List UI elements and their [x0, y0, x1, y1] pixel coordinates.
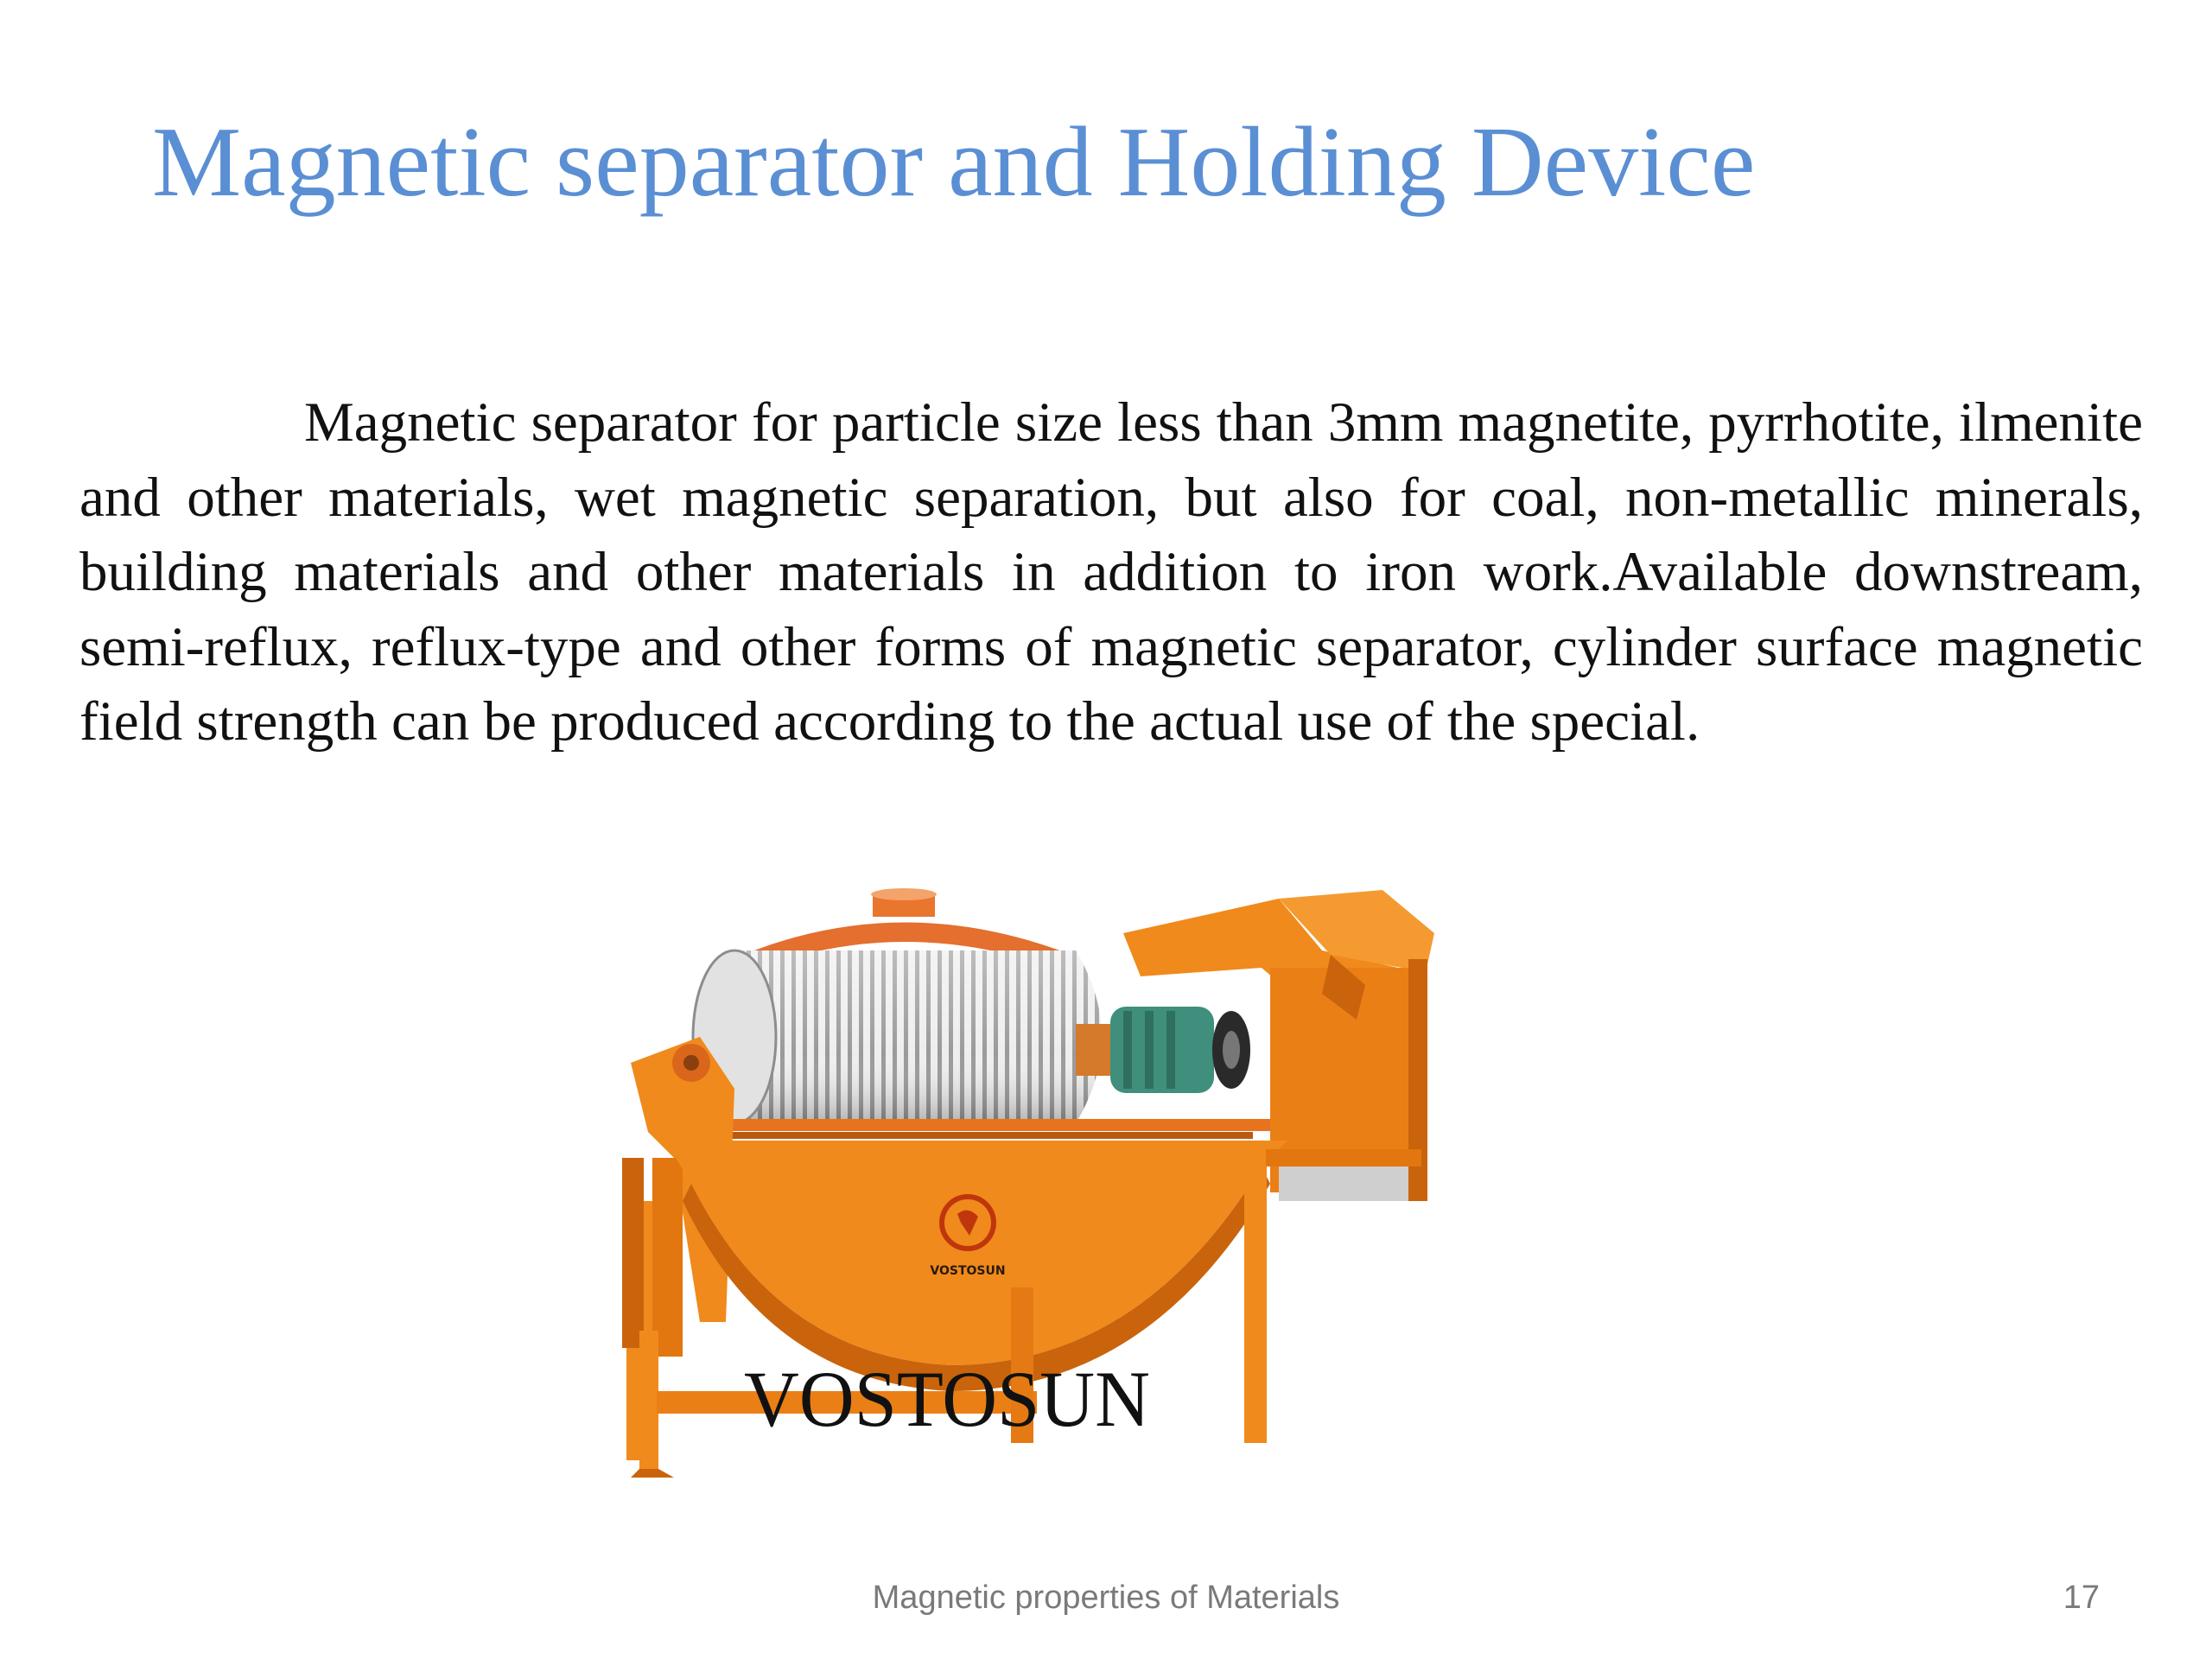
brand-badge-text: VOSTOSUN	[930, 1264, 1006, 1278]
footer-title: Magnetic properties of Materials	[872, 1580, 1340, 1616]
magnetic-separator-photo	[605, 873, 1452, 1478]
slide-title: Magnetic separator and Holding Device	[152, 107, 1756, 218]
rail-rod	[700, 1119, 1270, 1131]
magnetic-drum	[693, 950, 1102, 1123]
page-number: 17	[2063, 1580, 2100, 1616]
separation-tank	[665, 1141, 1287, 1391]
drive-motor	[1076, 1007, 1250, 1093]
body-paragraph: Magnetic separator for particle size less than 3mm magnetite, pyrrhotite, ilmenite and other materials, wet magnetic separation, but also for coal, non-metallic minerals, building materials and other materials in addition to iron work.Available downstream, semi-reflux, reflux-type and other forms of magnetic separator, cylinder surface magnetic field strength can be produced according to the actual use of the special.	[79, 391, 2143, 753]
rail-rod-lower	[700, 1132, 1253, 1139]
vostosun-watermark: VOSTOSUN	[744, 1355, 1150, 1443]
